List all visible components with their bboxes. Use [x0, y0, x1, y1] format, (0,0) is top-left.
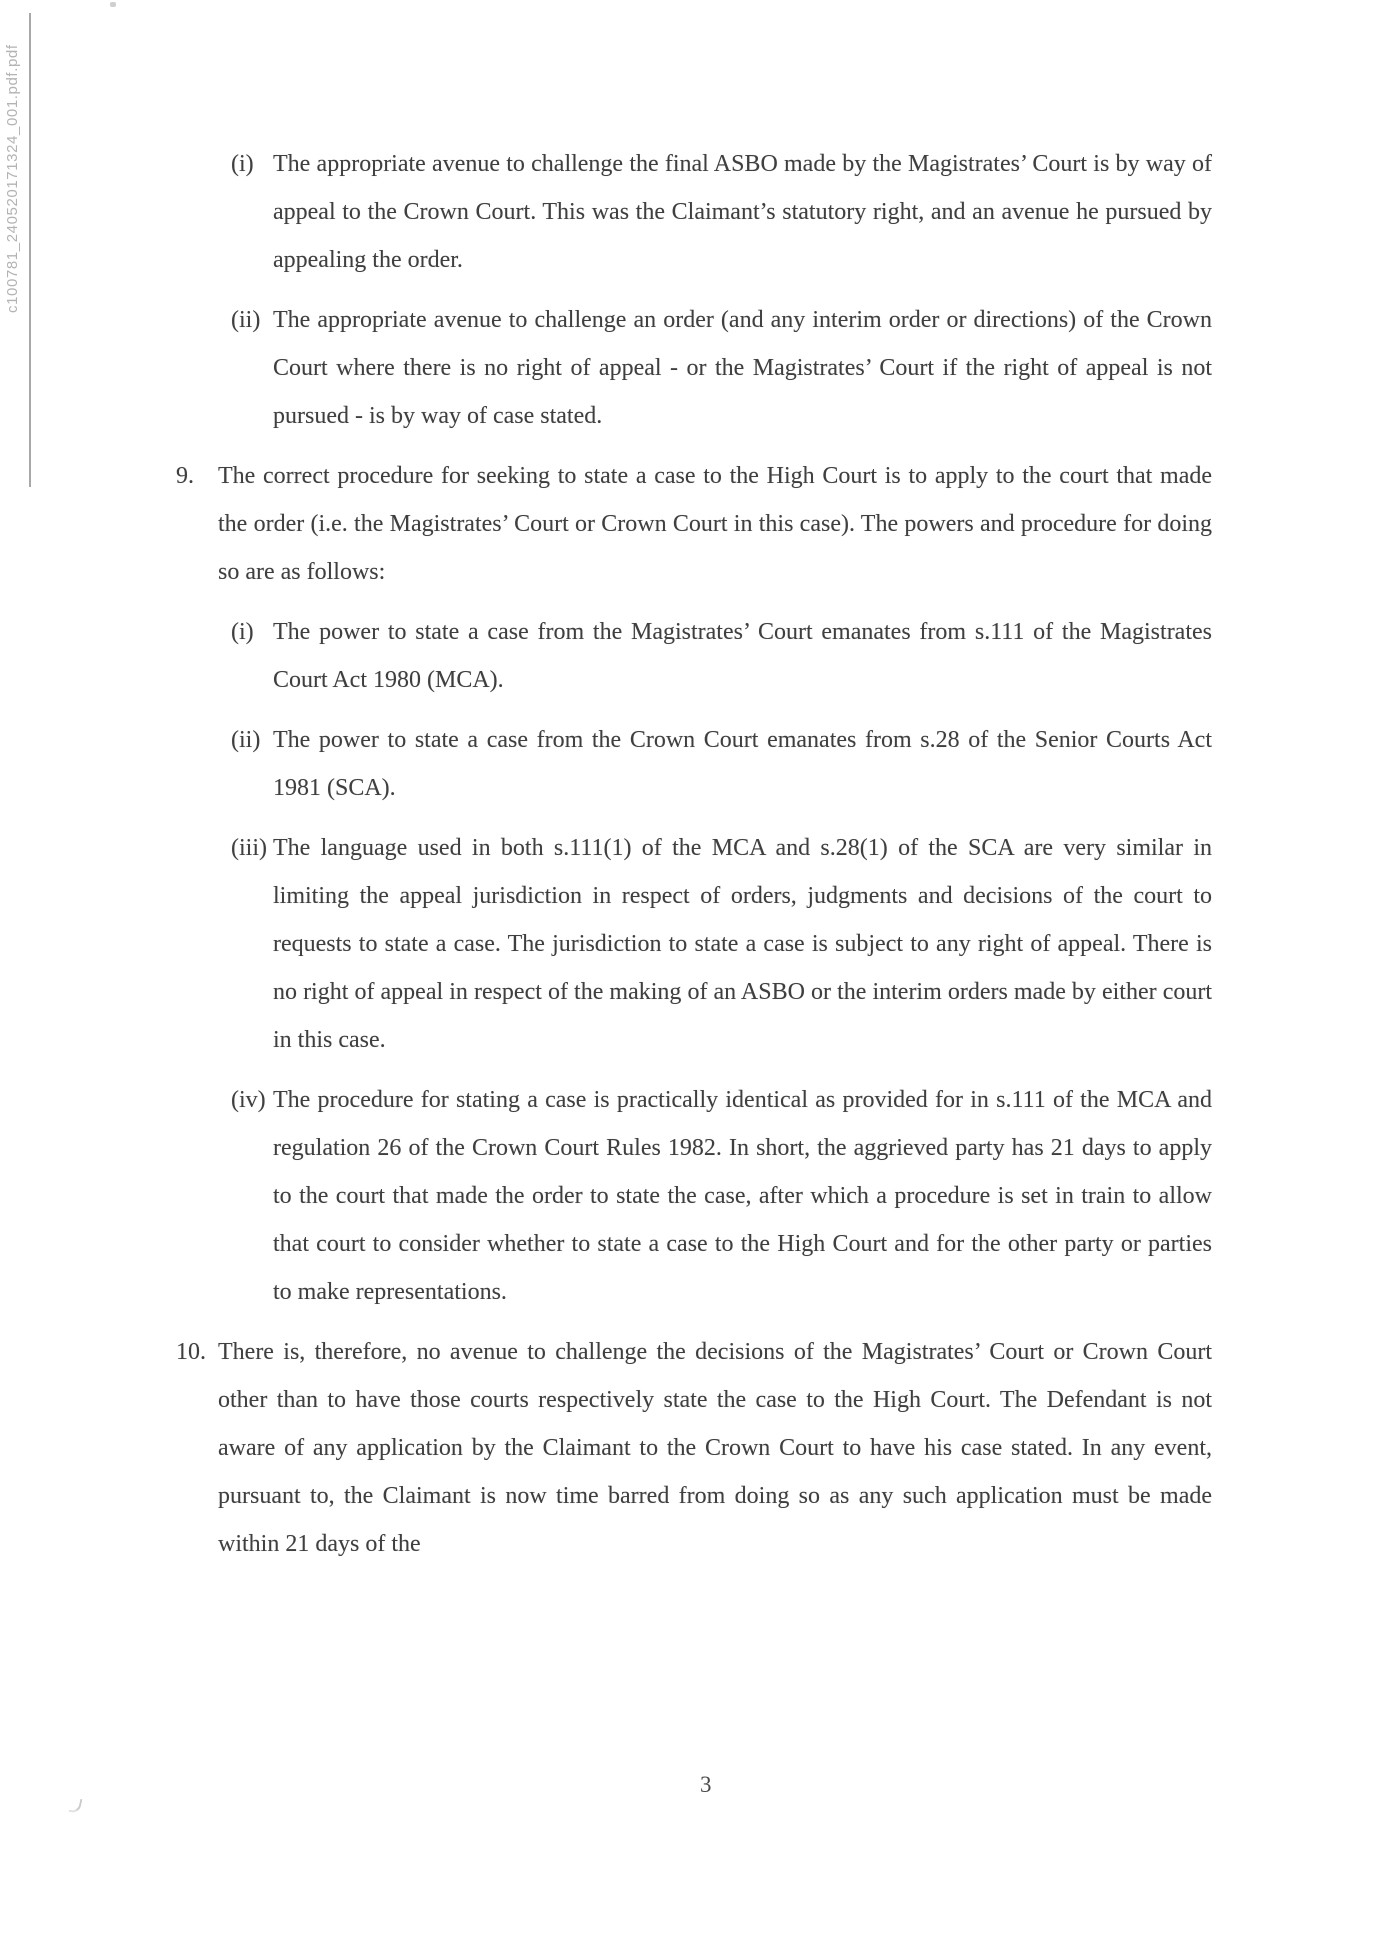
list-item-marker: (i) — [231, 151, 254, 177]
paragraph-text: The procedure for stating a case is practically identical as provided for in s.111 of the MCA and regulation 26 of the Crown Court Rules 1982. In short, the aggrieved party has 21 days to apply to the court that made the order to state the case, after which a procedure is set in train to allow that court to consider whether to state a case to the High Court and for the other party or parties to make representations. — [273, 1087, 1212, 1305]
paragraph-number-marker: 9. — [176, 463, 194, 489]
paragraph-number-marker: 10. — [176, 1339, 206, 1365]
paragraph-text: The power to state a case from the Magistrates’ Court emanates from s.111 of the Magistrates Court Act 1980 (MCA). — [273, 619, 1212, 693]
list-item — [0, 1076, 1378, 1316]
list-item — [0, 140, 1378, 284]
scan-artifact-speck — [110, 2, 116, 7]
paragraph-text: The language used in both s.111(1) of the MCA and s.28(1) of the SCA are very similar in limiting the appeal jurisdiction in respect of orders, judgments and decisions of the court to requests to state a case. The jurisdiction to state a case is subject to any right of appeal. There is no right of appeal in respect of the making of an ASBO or the interim orders made by either court in this case. — [273, 835, 1212, 1053]
list-item-marker: (iv) — [231, 1087, 266, 1113]
scan-artifact-smudge — [69, 1797, 83, 1814]
paragraph-text: The appropriate avenue to challenge the final ASBO made by the Magistrates’ Court is by way of appeal to the Crown Court. This was the Claimant’s statutory right, and an avenue he pursued by appealing the order. — [273, 151, 1212, 273]
list-item — [0, 716, 1378, 812]
list-item-marker: (iii) — [231, 835, 267, 861]
list-item-marker: (i) — [231, 619, 254, 645]
list-item — [0, 296, 1378, 440]
list-item — [0, 608, 1378, 704]
numbered-paragraph — [0, 1328, 1378, 1568]
paragraph-text: The power to state a case from the Crown Court emanates from s.28 of the Senior Courts Act 1981 (SCA). — [273, 727, 1212, 801]
paragraph-text: The correct procedure for seeking to state a case to the High Court is to apply to the court that made the order (i.e. the Magistrates’ Court or Crown Court in this case). The powers and procedure for doing so are as follows: — [218, 463, 1212, 585]
paragraph-text: There is, therefore, no avenue to challenge the decisions of the Magistrates’ Court or Crown Court other than to have those courts respectively state the case to the High Court. The Defendant is not aware of any application by the Claimant to the Crown Court to have his case stated. In any event, pursuant to, the Claimant is now time barred from doing so as any such application must be made within 21 days of the — [218, 1339, 1212, 1557]
list-item-marker: (ii) — [231, 727, 261, 753]
page-number: 3 — [700, 1772, 712, 1797]
document-body — [0, 140, 1378, 1580]
numbered-paragraph — [0, 452, 1378, 596]
list-item — [0, 824, 1378, 1064]
filename-sidebar-label: c100781_240520171324_001.pdf.pdf — [4, 44, 21, 313]
list-item-marker: (ii) — [231, 307, 261, 333]
paragraph-text: The appropriate avenue to challenge an order (and any interim order or directions) of the Crown Court where there is no right of appeal - or the Magistrates’ Court if the right of appeal is not pursued - is by way of case stated. — [273, 307, 1212, 429]
